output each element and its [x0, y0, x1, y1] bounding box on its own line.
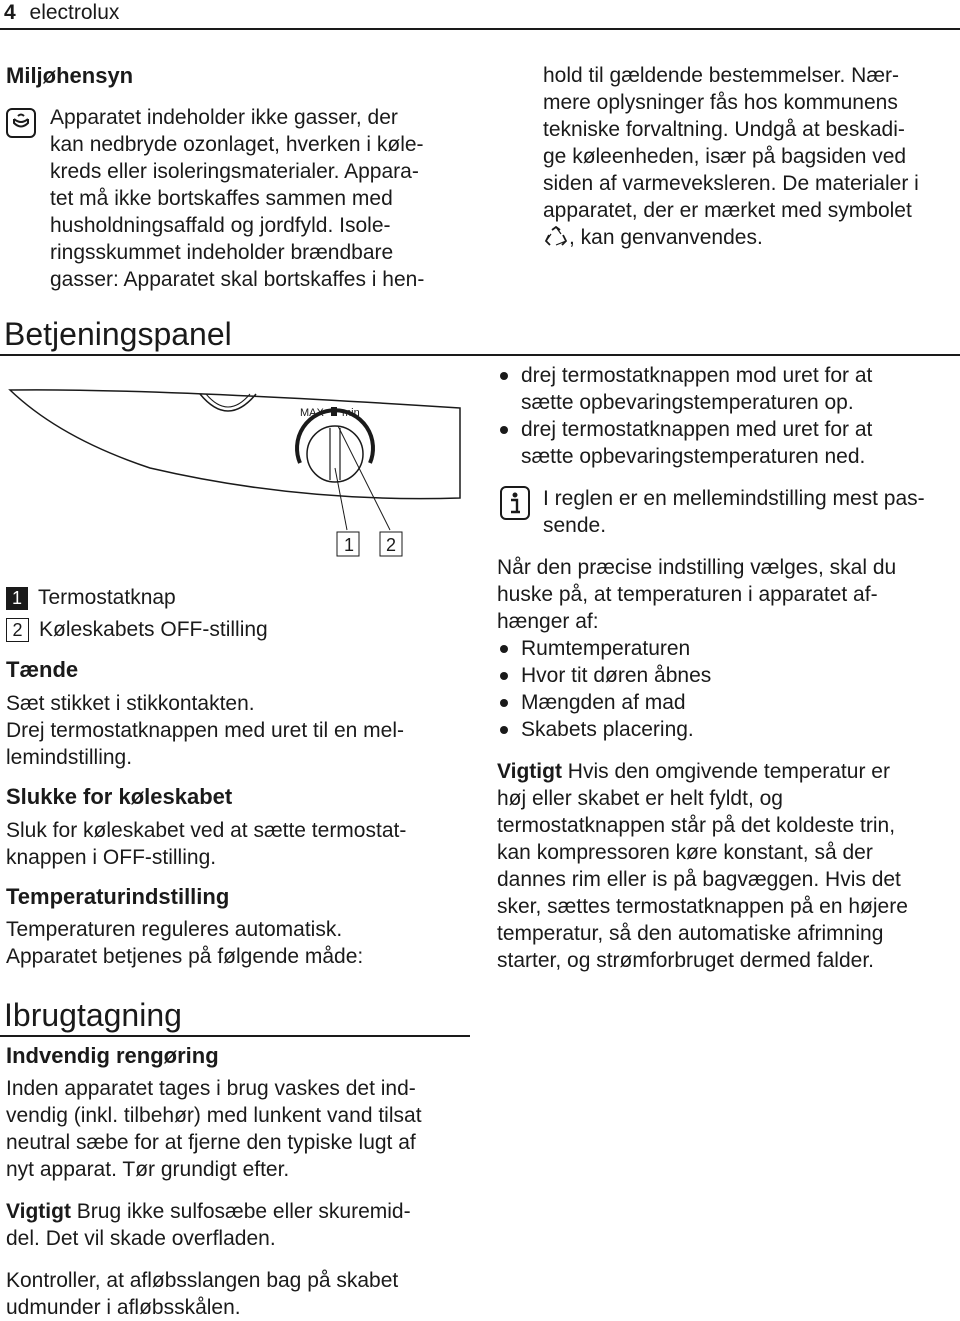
text-line: Vigtigt Hvis den omgivende temperatur er	[497, 760, 890, 783]
text-line: ge køleenheden, især på bagsiden ved	[543, 145, 907, 168]
temp-title: Temperaturindstilling	[6, 884, 230, 909]
diagram-legend	[6, 584, 268, 643]
text-line: temperatur, så den automatiske afrimning	[497, 922, 884, 945]
legend-num: 2	[6, 618, 29, 642]
text-line: Apparatet indeholder ikke gasser, der	[50, 106, 398, 129]
min-label: min	[342, 407, 360, 419]
brand-name: electrolux	[29, 1, 120, 24]
header-rule	[0, 28, 960, 30]
text-line: Sluk for køleskabet ved at sætte termostat-	[6, 819, 407, 842]
slukke-text	[6, 817, 476, 871]
list-item: Rumtemperaturen	[497, 635, 957, 662]
clean-text	[6, 1075, 476, 1183]
miljo-left-text	[50, 104, 470, 293]
precise-text	[497, 554, 957, 635]
text-line: huske på, at temperaturen i apparatet af-	[497, 583, 878, 606]
list-item: Skabets placering.	[497, 716, 957, 743]
text-line: siden af varmeveksleren. De materialer i	[543, 172, 919, 195]
check-text	[6, 1267, 476, 1321]
text-line: kan nedbryde ozonlaget, hverken i køle-	[50, 133, 424, 156]
recycle-symbol-icon	[543, 226, 569, 248]
betjening-title: Betjeningspanel	[4, 316, 232, 352]
text-line: hænger af:	[497, 610, 599, 633]
callout-1: 1	[344, 535, 355, 555]
page-header	[4, 0, 119, 26]
page-number: 4	[4, 1, 16, 24]
text-line: husholdningsaffald og jordfyld. Isole-	[50, 214, 391, 237]
text-line: lemindstilling.	[6, 746, 133, 769]
text-line: neutral sæbe for at fjerne den typiske lugt af	[6, 1131, 416, 1154]
legend-item	[6, 616, 268, 643]
text-line: Kontroller, at afløbsslangen bag på skabet	[6, 1269, 399, 1292]
section-rule	[0, 1035, 470, 1037]
vigtigt-note-right	[497, 758, 959, 974]
info-note	[543, 485, 958, 539]
text-line: sker, sættes termostatknappen på en højere	[497, 895, 908, 918]
max-label: MAX	[300, 407, 324, 419]
text-line: del. Det vil skade overfladen.	[6, 1227, 276, 1250]
recycle-info-icon	[6, 108, 36, 138]
text-line: I reglen er en mellemindstilling mest pas-	[543, 487, 925, 510]
text-line: Apparatet betjenes på følgende måde:	[6, 945, 364, 968]
text-line: kan kompressoren køre konstant, så der	[497, 841, 873, 864]
legend-label: Køleskabets OFF-stilling	[39, 618, 268, 641]
text-line: vendig (inkl. tilbehør) med lunkent vand tilsat	[6, 1104, 422, 1127]
text-line: Inden apparatet tages i brug vaskes det ind-	[6, 1077, 416, 1100]
text-line: Sæt stikket i stikkontakten.	[6, 692, 255, 715]
text-line: mere oplysninger fås hos kommunens	[543, 91, 898, 114]
factor-bullets	[497, 635, 957, 743]
text-line: Temperaturen reguleres automatisk.	[6, 918, 343, 941]
list-item: drej termostatknappen mod uret for at sætte opbevaringstemperaturen op.	[497, 362, 957, 416]
list-item: Mængden af mad	[497, 689, 957, 716]
text-line: starter, og strømforbruget dermed falder.	[497, 949, 874, 972]
text-line: termostatknappen står på det koldeste trin,	[497, 814, 896, 837]
ibrug-title: Ibrugtagning	[4, 997, 182, 1033]
miljo-title: Miljøhensyn	[6, 63, 134, 88]
text-line: Vigtigt Brug ikke sulfosæbe eller skuremid-	[6, 1200, 411, 1223]
adjust-bullets	[497, 362, 957, 470]
text-line: udmunder i afløbsskålen.	[6, 1296, 241, 1319]
text-line: ringsskummet indeholder brændbare	[50, 241, 394, 264]
rengoring-title: Indvendig rengøring	[6, 1043, 219, 1068]
section-rule	[0, 354, 960, 356]
vigtigt-note-left	[6, 1198, 476, 1252]
miljo-right-text	[543, 62, 958, 251]
text-line: sende.	[543, 514, 607, 537]
text-line: dannes rim eller is på bagvæggen. Hvis det	[497, 868, 901, 891]
vigtigt-label: Vigtigt	[6, 1200, 71, 1223]
text-line: Når den præcise indstilling vælges, skal du	[497, 556, 897, 579]
legend-label: Termostatknap	[38, 586, 176, 609]
text-line: høj eller skabet er helt fyldt, og	[497, 787, 783, 810]
text-line: hold til gældende bestemmelser. Nær-	[543, 64, 899, 87]
legend-num: 1	[6, 587, 28, 610]
text-line: knappen i OFF-stilling.	[6, 846, 217, 869]
text-line: apparatet, der er mærket med symbolet	[543, 199, 912, 222]
taende-text	[6, 690, 476, 771]
temp-text	[6, 916, 476, 970]
text-line: tet må ikke bortskaffes sammen med	[50, 187, 393, 210]
recycle-text: , kan genvanvendes.	[569, 226, 763, 249]
list-item: drej termostatknappen med uret for at sætte opbevaringstemperaturen ned.	[497, 416, 957, 470]
list-item: Hvor tit døren åbnes	[497, 662, 957, 689]
text-line: tekniske forvaltning. Undgå at beskadi-	[543, 118, 905, 141]
text-line: gasser: Apparatet skal bortskaffes i hen-	[50, 268, 425, 291]
text-line: kreds eller isoleringsmaterialer. Appara-	[50, 160, 419, 183]
info-icon	[500, 486, 530, 520]
text-line: nyt apparat. Tør grundigt efter.	[6, 1158, 290, 1181]
slukke-title: Slukke for køleskabet	[6, 784, 233, 809]
taende-title: Tænde	[6, 657, 79, 682]
vigtigt-label: Vigtigt	[497, 760, 562, 783]
legend-item	[6, 584, 268, 611]
thermostat-knob	[307, 426, 363, 482]
text-line	[543, 224, 958, 251]
text-line: Drej termostatknappen med uret til en mel-	[6, 719, 405, 742]
control-panel-diagram	[0, 368, 470, 568]
callout-2: 2	[386, 535, 397, 555]
